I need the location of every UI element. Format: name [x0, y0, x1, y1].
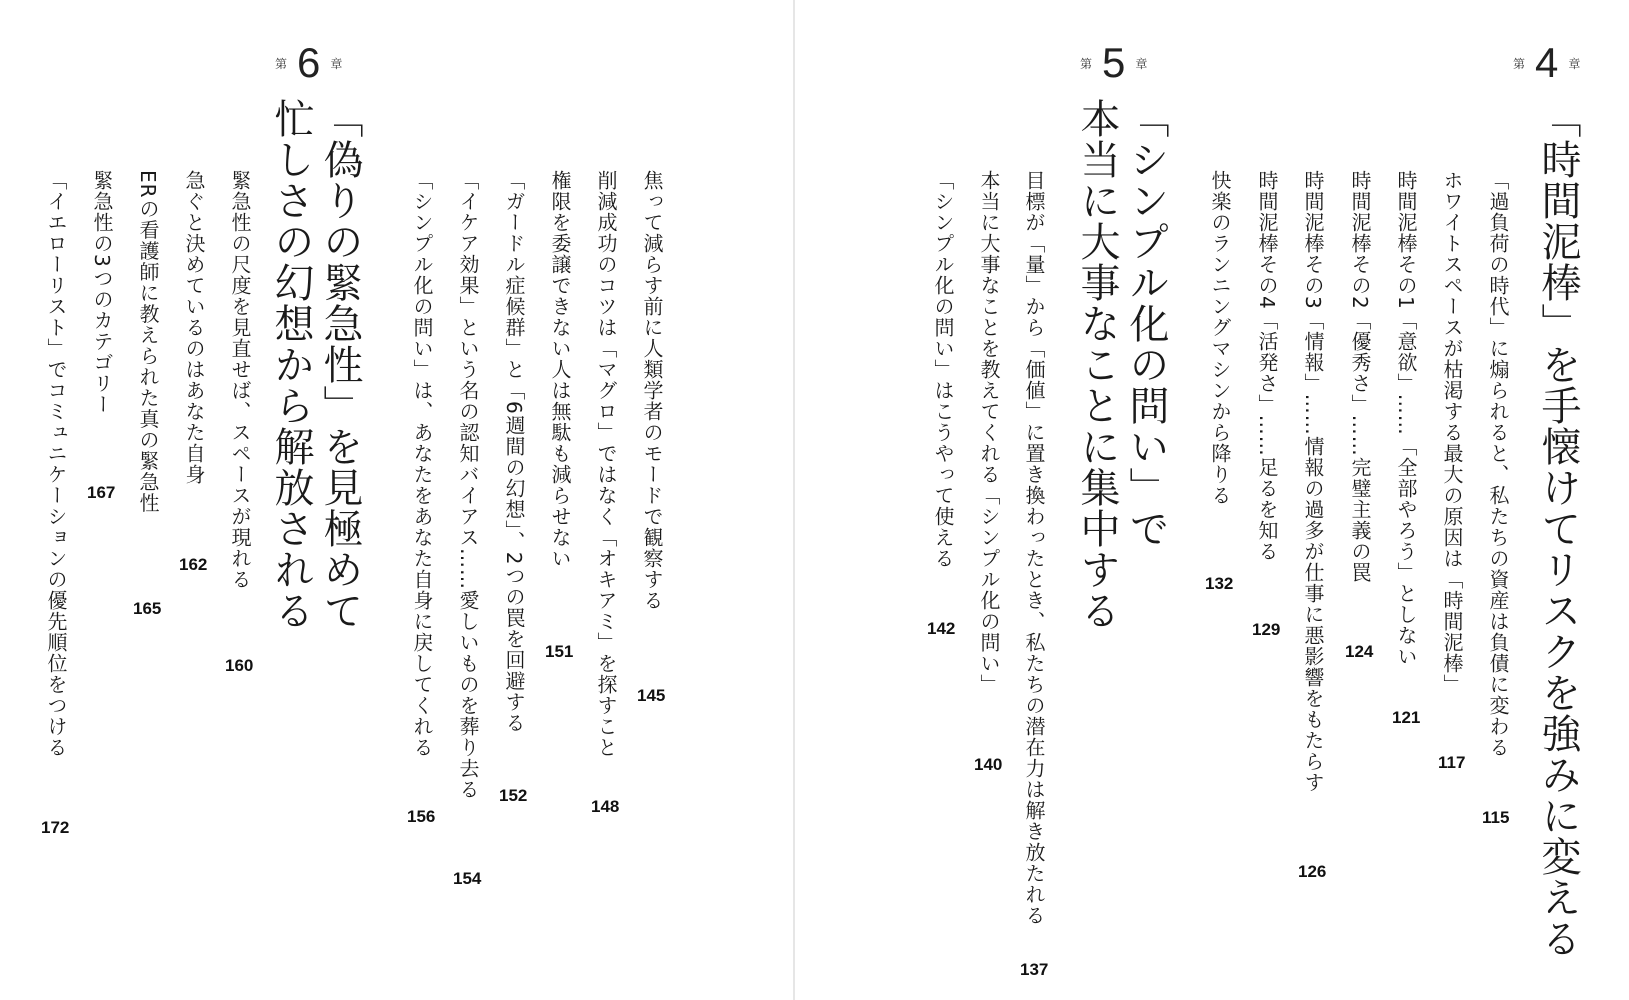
chapter-suffix: 章 — [1135, 56, 1148, 71]
toc-page-number: 142 — [927, 619, 956, 638]
page-gutter — [793, 0, 795, 1000]
toc-entry[interactable]: 急ぐと決めているのはあなた自身 — [182, 170, 206, 485]
chapter-prefix: 第 — [275, 56, 288, 71]
chapter-6-label — [275, 39, 343, 86]
toc-page-number: 121 — [1392, 708, 1421, 727]
chapter-suffix: 章 — [330, 56, 343, 71]
toc-page-number: 162 — [179, 555, 208, 574]
toc-entry[interactable]: 「ガードル症候群」と「6週間の幻想」、2つの罠を回避する — [502, 170, 526, 734]
toc-entry[interactable]: 快楽のランニングマシンから降りる — [1208, 170, 1232, 506]
toc-entry[interactable]: 「イエローリスト」でコミュニケーションの優先順位をつける — [44, 170, 68, 758]
chapter-number: 5 — [1102, 39, 1126, 86]
toc-entry[interactable]: ホワイトスペースが枯渇する最大の原因は「時間泥棒」 — [1440, 170, 1464, 695]
toc-entry[interactable]: 権限を委譲できない人は無駄も減らせない — [548, 170, 572, 569]
toc-page-number: 145 — [637, 686, 666, 705]
toc-page-number: 124 — [1345, 642, 1374, 661]
toc-entry[interactable]: 時間泥棒その1「意欲」……「全部やろう」としない — [1394, 170, 1418, 667]
toc-page-number: 165 — [133, 599, 162, 618]
toc-page-number: 156 — [407, 807, 436, 826]
toc-entry[interactable]: 本当に大事なことを教えてくれる「シンプル化の問い」 — [977, 170, 1001, 695]
chapter-6-title-line2: 忙しさの幻想から解放される — [268, 98, 314, 631]
toc-entry[interactable]: 「シンプル化の問い」はこうやって使える — [931, 170, 955, 569]
chapter-5-title-line1: 「シンプル化の問い」で — [1123, 98, 1169, 549]
toc-entry[interactable]: 「シンプル化の問い」は、あなたをあなた自身に戻してくれる — [410, 170, 434, 758]
toc-page-number: 115 — [1482, 808, 1510, 827]
toc-page-number: 126 — [1298, 862, 1327, 881]
toc-page-number: 152 — [499, 786, 528, 805]
toc-entry[interactable]: 緊急性の3つのカテゴリー — [90, 170, 114, 415]
chapter-6-title-line1: 「偽りの緊急性」を見極めて — [317, 98, 363, 631]
chapter-number: 6 — [297, 39, 321, 86]
toc-entry[interactable]: 「イケア効果」という名の認知バイアス……愛しいものを葬り去る — [456, 170, 480, 800]
toc-entry[interactable]: 削減成功のコツは「マグロ」ではなく「オキアミ」を探すこと — [594, 170, 618, 758]
toc-entry[interactable]: 「過負荷の時代」に煽られると、私たちの資産は負債に変わる — [1486, 170, 1510, 758]
chapter-4-label — [1513, 39, 1581, 86]
toc-entry[interactable]: ERの看護師に教えられた真の緊急性 — [136, 170, 160, 514]
chapter-5-label — [1080, 39, 1148, 86]
toc-page-number: 140 — [974, 755, 1003, 774]
toc-page-number: 129 — [1252, 620, 1281, 639]
toc-page-number: 132 — [1205, 574, 1234, 593]
toc-entry[interactable]: 緊急性の尺度を見直せば、スペースが現れる — [228, 170, 252, 590]
toc-page-number: 167 — [87, 483, 116, 502]
chapter-5-title-line2: 本当に大事なことに集中する — [1074, 98, 1120, 631]
toc-entry[interactable]: 時間泥棒その2「優秀さ」……完璧主義の罠 — [1348, 170, 1372, 583]
toc-page-number: 160 — [225, 656, 254, 675]
chapter-4-title: 「時間泥棒」を手懐けてリスクを強みに変える — [1535, 98, 1581, 959]
toc-entry[interactable]: 焦って減らす前に人類学者のモードで観察する — [640, 170, 664, 611]
toc-page-number: 151 — [545, 642, 574, 661]
toc-page-number: 154 — [453, 869, 482, 888]
toc-page-number: 137 — [1020, 960, 1049, 979]
toc-page-number: 148 — [591, 797, 620, 816]
chapter-prefix: 第 — [1513, 56, 1526, 71]
toc-entry[interactable]: 目標が「量」から「価値」に置き換わったとき、私たちの潜在力は解き放たれる — [1022, 170, 1046, 926]
chapter-number: 4 — [1535, 39, 1559, 86]
chapter-suffix: 章 — [1568, 56, 1581, 71]
toc-entry[interactable]: 時間泥棒その4「活発さ」……足るを知る — [1255, 170, 1279, 562]
toc-page-number: 117 — [1438, 753, 1466, 772]
toc-entry[interactable]: 時間泥棒その3「情報」……情報の過多が仕事に悪影響をもたらす — [1301, 170, 1325, 793]
toc-page-number: 172 — [41, 818, 70, 837]
chapter-prefix: 第 — [1080, 56, 1093, 71]
